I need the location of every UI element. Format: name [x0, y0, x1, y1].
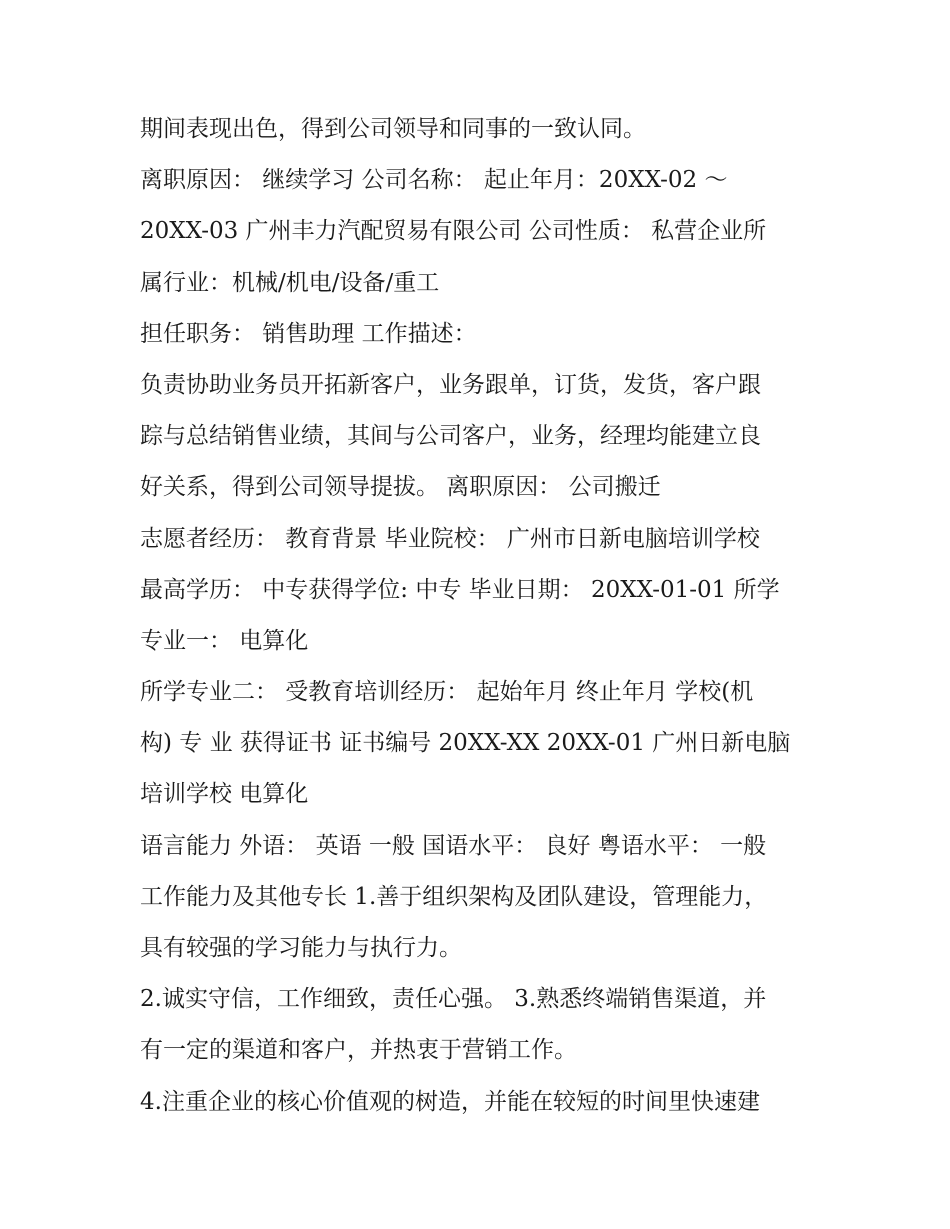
text-line: 担任职务： 销售助理 工作描述：	[140, 320, 477, 347]
text-line: 志愿者经历： 教育背景 毕业院校： 广州市日新电脑培训学校	[140, 525, 760, 552]
text-line: 4.注重企业的核心价值观的树造，并能在较短的时间里快速建	[140, 1088, 760, 1115]
text-line: 踪与总结销售业绩，其间与公司客户，业务，经理均能建立良	[140, 423, 761, 450]
text-line: 离职原因： 继续学习 公司名称： 起止年月：20XX-02 ～	[140, 167, 728, 194]
text-line: 负责协助业务员开拓新客户，业务跟单，订货，发货，客户跟	[140, 371, 761, 398]
text-line: 2.诚实守信，工作细致，责任心强。 3.熟悉终端销售渠道，并	[140, 986, 767, 1013]
text-line: 20XX-03 广州丰力汽配贸易有限公司 公司性质： 私营企业所	[140, 218, 767, 245]
text-line: 构) 专 业 获得证书 证书编号 20XX-XX 20XX-01 广州日新电脑	[140, 730, 791, 757]
text-line: 属行业：机械/机电/设备/重工	[140, 269, 440, 296]
text-line: 好关系，得到公司领导提拔。 离职原因： 公司搬迁	[140, 474, 661, 501]
text-line: 具有较强的学习能力与执行力。	[140, 935, 462, 961]
document-body	[140, 104, 820, 1128]
text-line: 培训学校 电算化	[140, 781, 309, 808]
text-line: 所学专业二： 受教育培训经历： 起始年月 终止年月 学校(机	[140, 679, 754, 706]
text-line: 专业一： 电算化	[140, 627, 309, 654]
text-line: 最高学历： 中专获得学位: 中专 毕业日期： 20XX-01-01 所学	[140, 576, 780, 603]
text-line: 语言能力 外语： 英语 一般 国语水平： 良好 粤语水平： 一般	[140, 832, 767, 859]
text-line: 有一定的渠道和客户，并热衷于营销工作。	[140, 1037, 577, 1064]
text-line: 期间表现出色，得到公司领导和同事的一致认同。	[140, 116, 646, 142]
text-line: 工作能力及其他专长 1.善于组织架构及团队建设，管理能力，	[140, 883, 768, 910]
